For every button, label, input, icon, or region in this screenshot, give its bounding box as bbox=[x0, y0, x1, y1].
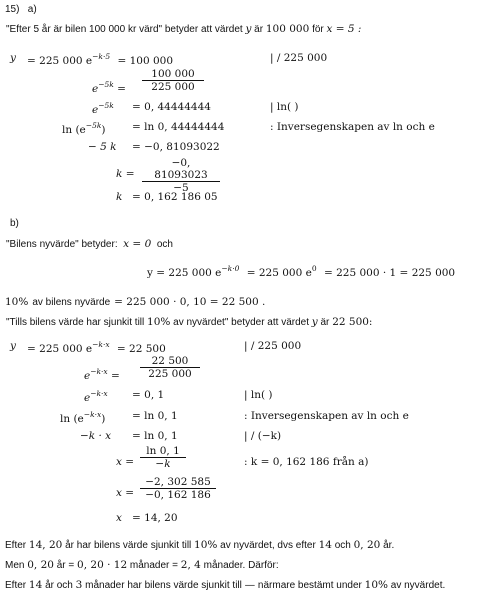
nyvarde-text: "Bilens nyvärde" betyder: x = 0 och bbox=[6, 238, 173, 250]
b-e3-note: | ln( ) bbox=[244, 389, 273, 401]
a-eq4-note: : Inversegenskapen av ln och e bbox=[270, 121, 435, 133]
b-e6-lhs: x = bbox=[116, 456, 135, 468]
b-e4-rhs: = ln 0, 1 bbox=[132, 410, 178, 422]
a-eq1: = 225 000 $e^{-k\cdot 5} = 100$ 000 bbox=[27, 52, 174, 67]
a-eq1-note: | / 225 000 bbox=[270, 52, 328, 64]
b-e8-rhs: = 14, 20 bbox=[132, 512, 178, 524]
a-eq3-note: | ln( ) bbox=[270, 101, 299, 113]
b-e5-lhs: −k · x bbox=[80, 430, 112, 442]
a-eq7-rhs: = 0, 162 186 05 bbox=[132, 191, 218, 203]
b-e6-note: : k = 0, 162 186 från a) bbox=[244, 456, 369, 468]
conclusion-line-3: Efter 14 år och 3 månader har bilens värde sjunkit till — närmare bestämt under 10% av nyvärdet. bbox=[5, 579, 446, 591]
part-a-intro: "Efter 5 år är bilen 100 000 kr värd" betyder att värdet y är 100 000 för x = 5 : bbox=[6, 23, 362, 35]
b-e6-fraction: $\frac{\ln 0, 1}{-k}$ bbox=[140, 445, 186, 470]
b-e4-lhs: $\ln (e^{-k\cdot x})$ bbox=[60, 410, 106, 425]
b-e8-lhs: x bbox=[116, 512, 122, 524]
nyvarde-equation: y = 225 000 $e^{-k\cdot 0} = 225$ 000 $e^0 = 225$ 000 · 1 = 225 000 bbox=[147, 264, 456, 279]
b-e5-rhs: = ln 0, 1 bbox=[132, 430, 178, 442]
conclusion-line-1: Efter 14, 20 år har bilens värde sjunkit till 10% av nyvärdet, dvs efter 14 och 0, 20 år. bbox=[5, 539, 395, 551]
a-eq4-rhs: = ln 0, 44444444 bbox=[132, 121, 225, 133]
b-e7-lhs: x = bbox=[116, 487, 135, 499]
tills-text: "Tills bilens värde har sjunkit till 10% av nyvärdet" betyder att värdet y är 22 500: bbox=[6, 316, 373, 328]
b-e2-fraction: $\frac{22 500}{225 000}$ bbox=[140, 355, 200, 380]
b-e2-lhs: $e^{-k\cdot x}$ = bbox=[84, 367, 120, 382]
b-e1-note: | / 225 000 bbox=[244, 340, 302, 352]
a-eq5-rhs: = −0, 81093022 bbox=[132, 141, 220, 153]
a-eq3-lhs: $e^{-5k}$ bbox=[92, 101, 114, 116]
b-e1-lhs: y bbox=[10, 340, 16, 352]
a-eq2-lhs: $e^{-5k}$ = bbox=[92, 80, 126, 95]
conclusion-line-2: Men 0, 20 år = 0, 20 · 12 månader = 2, 4 månader. Därför: bbox=[5, 559, 279, 571]
b-e1: = 225 000 $e^{-k\cdot x} = 22$ 500 bbox=[27, 340, 166, 355]
ten-percent-line: 10% av bilens nyvärde = 225 000 · 0, 10 = 22 500 . bbox=[5, 296, 266, 308]
b-e4-note: : Inversegenskapen av ln och e bbox=[244, 410, 409, 422]
a-eq6-fraction: $\frac{-0, 81093023}{-5}$ bbox=[142, 157, 220, 194]
a-eq1-lhs: y bbox=[10, 52, 16, 64]
a-eq4-lhs: $\ln (e^{-5k})$ bbox=[62, 121, 106, 136]
a-eq5-lhs: − 5 k bbox=[88, 141, 117, 153]
part-b-label: b) bbox=[10, 218, 19, 229]
b-e5-note: | / (−k) bbox=[244, 430, 282, 442]
b-e3-lhs: $e^{-k\cdot x}$ bbox=[84, 389, 108, 404]
problem-number: 15) a) bbox=[5, 4, 37, 15]
a-eq2-fraction: $\frac{100 000}{225 000}$ bbox=[142, 68, 204, 93]
b-e3-rhs: = 0, 1 bbox=[132, 389, 165, 401]
b-e7-fraction: $\frac{-2, 302 585}{-0, 162 186}$ bbox=[140, 476, 216, 501]
a-eq3-rhs: = 0, 44444444 bbox=[132, 101, 211, 113]
a-eq7-lhs: k bbox=[116, 191, 123, 203]
a-eq6-lhs: k = bbox=[116, 168, 135, 180]
